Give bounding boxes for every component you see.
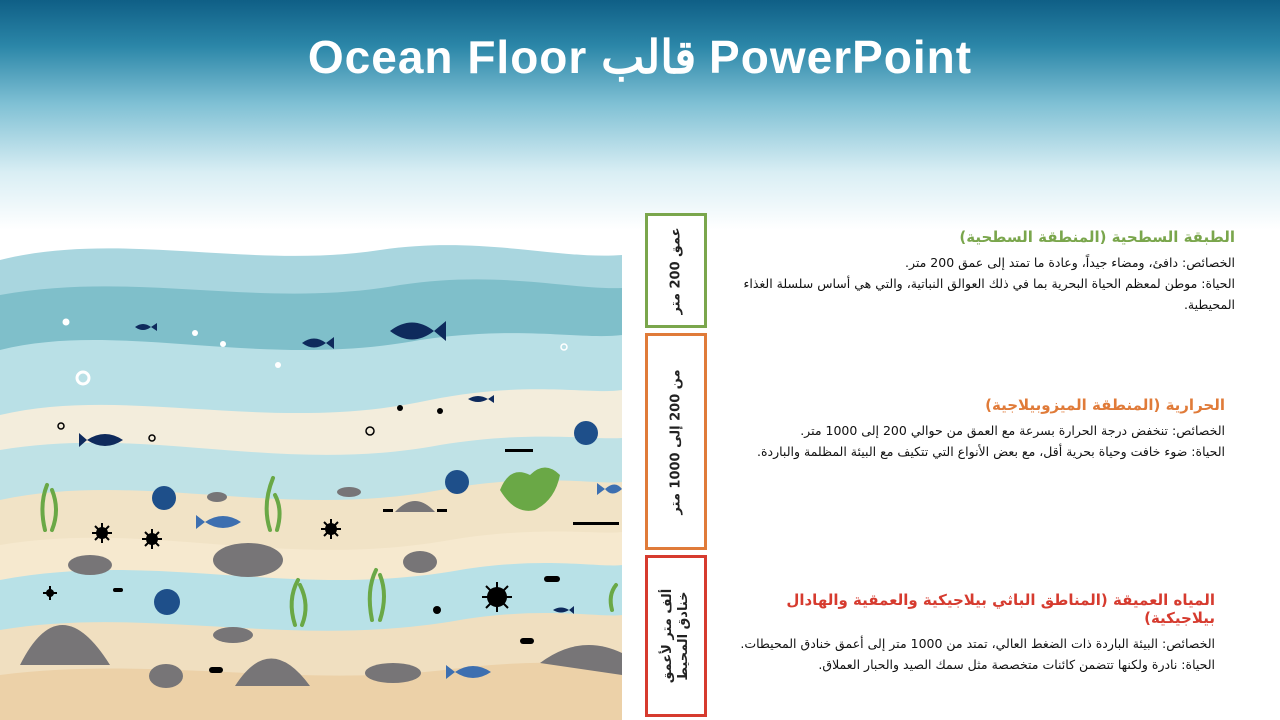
zone-deep-characteristics: الخصائص: البيئة الباردة ذات الضغط العالي، تمتد من 1000 متر إلى أعمق خنادق المحيطات. xyxy=(740,636,1215,651)
zone-surface-life: الحياة: موطن لمعظم الحياة البحرية بما في ذلك العوالق النباتية، والتي هي أساس سلسلة الغذاء المحيطية. xyxy=(743,276,1235,312)
zone-surface-block xyxy=(720,228,1235,315)
depth-tab-mesopelagic-label: من 200 إلى 1000 متر xyxy=(668,368,684,515)
depth-tab-surface xyxy=(645,213,707,328)
zone-surface-characteristics: الخصائص: دافئ، ومضاء جيداً، وعادة ما تمتد إلى عمق 200 متر. xyxy=(904,255,1235,270)
page-title: Ocean Floor قالب PowerPoint xyxy=(307,31,973,83)
zone-deep-block xyxy=(735,591,1215,675)
ocean-floor-illustration xyxy=(0,200,622,720)
zone-deep-heading: المياه العميقة (المناطق الباثي بيلاجيكية والعمقية والهادال بيلاجيكية) xyxy=(786,591,1215,627)
zone-surface-heading: الطبقة السطحية (المنطقة السطحية) xyxy=(959,228,1235,246)
depth-tab-deep-label: ألف متر لأعمق خنادق المحيط xyxy=(660,588,691,684)
zone-mesopelagic-heading: الحرارية (المنطقة الميزوبيلاجية) xyxy=(985,396,1225,414)
zone-mesopelagic-life: الحياة: ضوء خافت وحياة بحرية أقل، مع بعض الأنواع التي تتكيف مع البيئة المظلمة والباردة. xyxy=(757,444,1225,459)
depth-tab-mesopelagic xyxy=(645,333,707,550)
zone-mesopelagic-characteristics: الخصائص: تنخفض درجة الحرارة بسرعة مع العمق من حوالي 200 إلى 1000 متر. xyxy=(800,423,1225,438)
depth-tab-deep xyxy=(645,555,707,717)
zone-deep-life: الحياة: نادرة ولكنها تتضمن كائنات متخصصة مثل سمك الصيد والحبار العملاق. xyxy=(818,657,1215,672)
zone-mesopelagic-block xyxy=(720,396,1225,462)
depth-tab-surface-label: عمق 200 متر xyxy=(668,227,684,314)
